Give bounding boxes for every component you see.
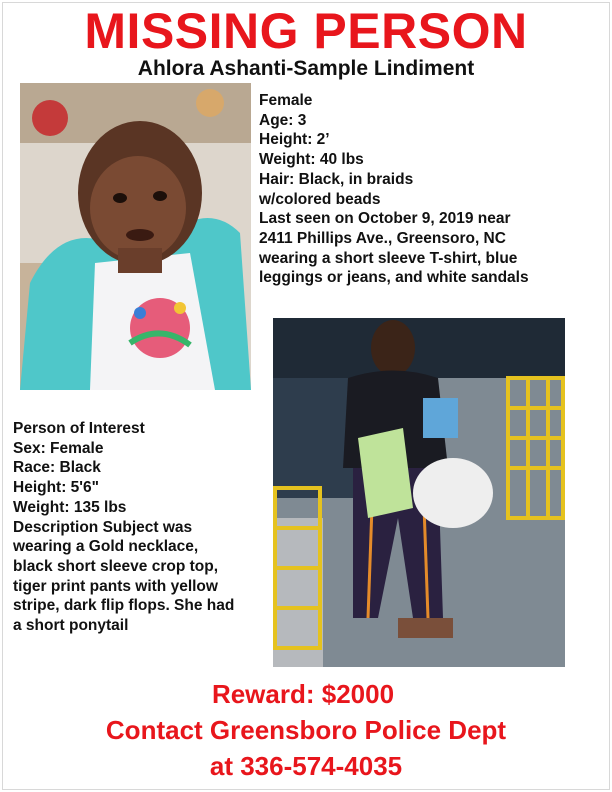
phone-number: at 336-574-4035 bbox=[209, 751, 403, 781]
reward-text: Reward: $2000 bbox=[211, 679, 395, 709]
person-of-interest-photo bbox=[273, 318, 565, 667]
poi-description-1: Description Subject was bbox=[13, 518, 193, 536]
last-seen-line-1: Last seen on October 9, 2019 near bbox=[259, 210, 511, 228]
missing-child-photo bbox=[20, 83, 251, 390]
child-details bbox=[259, 91, 604, 288]
poi-description-4: tiger print pants with yellow bbox=[13, 577, 218, 595]
child-height: Height: 2’ bbox=[259, 131, 330, 149]
poi-description-2: wearing a Gold necklace, bbox=[13, 538, 199, 556]
child-weight: Weight: 40 lbs bbox=[259, 151, 364, 169]
missing-person-name: Ahlora Ashanti-Sample Lindiment bbox=[137, 57, 475, 80]
poi-description-5: stripe, dark flip flops. She had bbox=[13, 597, 235, 615]
child-hair-detail: w/colored beads bbox=[259, 190, 381, 208]
child-hair: Hair: Black, in braids bbox=[259, 170, 414, 188]
contact-text: Contact Greensboro Police Dept bbox=[105, 715, 507, 745]
person-of-interest-details bbox=[13, 419, 268, 636]
last-seen-line-4: leggings or jeans, and white sandals bbox=[259, 269, 529, 287]
contact-block bbox=[0, 676, 612, 784]
last-seen-line-3: wearing a short sleeve T-shirt, blue bbox=[259, 249, 518, 267]
poi-sex: Sex: Female bbox=[13, 439, 104, 457]
poi-description-6: a short ponytail bbox=[13, 617, 129, 635]
poster-title: MISSING PERSON bbox=[84, 3, 528, 59]
poi-description-3: black short sleeve crop top, bbox=[13, 557, 219, 575]
poi-weight: Weight: 135 lbs bbox=[13, 498, 127, 516]
child-sex: Female bbox=[259, 92, 313, 109]
last-seen-line-2: 2411 Phillips Ave., Greensoro, NC bbox=[259, 229, 506, 247]
poi-race: Race: Black bbox=[13, 459, 101, 477]
poi-heading: Person of Interest bbox=[13, 420, 145, 437]
poi-height: Height: 5'6" bbox=[13, 479, 99, 497]
child-age: Age: 3 bbox=[259, 111, 307, 129]
